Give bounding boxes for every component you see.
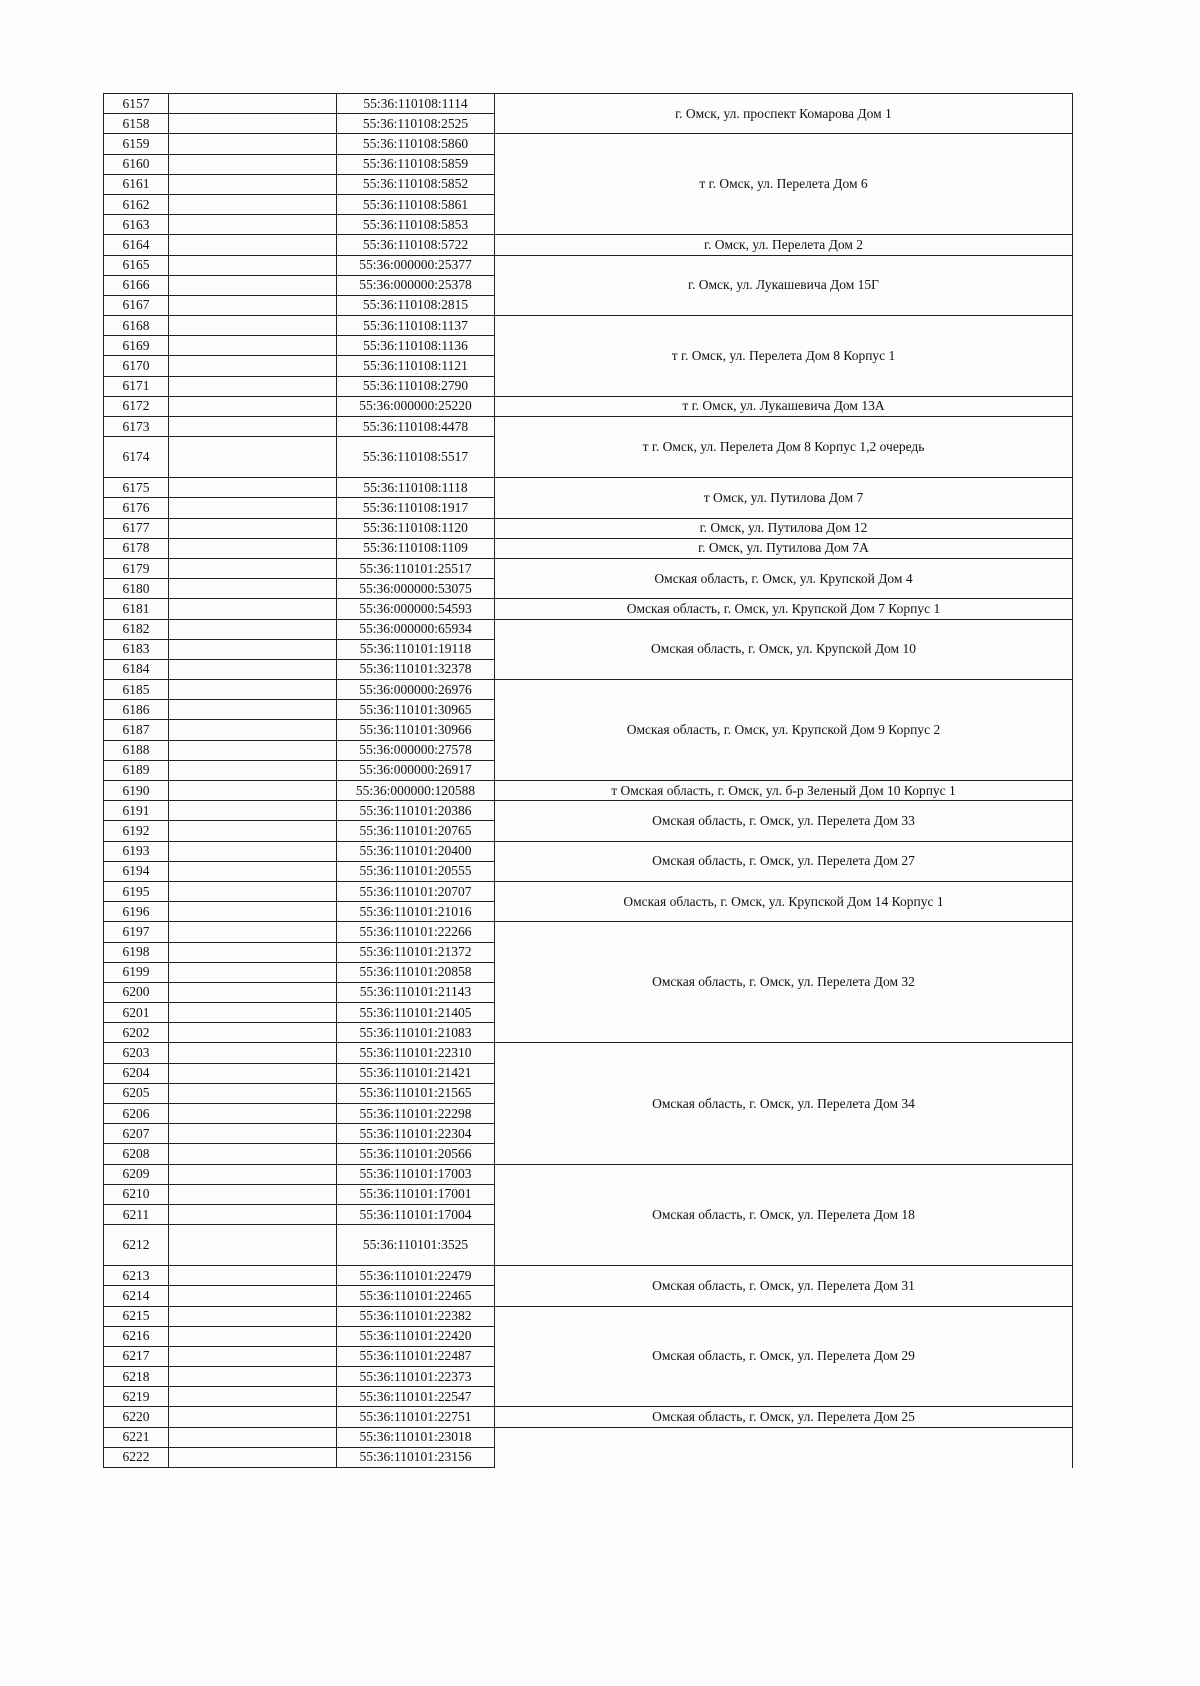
empty-cell: [169, 295, 337, 315]
table-row: [104, 1164, 1073, 1184]
row-number: 6173: [104, 417, 169, 437]
empty-cell: [169, 275, 337, 295]
empty-cell: [169, 1427, 337, 1447]
empty-cell: [169, 376, 337, 396]
cadastral-number: 55:36:110108:1917: [337, 498, 495, 518]
address-cell: Омская область, г. Омск, ул. Перелета Дом 18: [495, 1164, 1073, 1266]
cadastral-number: 55:36:000000:120588: [337, 781, 495, 801]
empty-cell: [169, 1124, 337, 1144]
empty-cell: [169, 1407, 337, 1427]
table-row: [104, 680, 1073, 700]
empty-cell: [169, 1184, 337, 1204]
empty-cell: [169, 1367, 337, 1387]
row-number: 6171: [104, 376, 169, 396]
cadastral-number: 55:36:110101:30966: [337, 720, 495, 740]
empty-cell: [169, 134, 337, 154]
empty-cell: [169, 1346, 337, 1366]
empty-cell: [169, 478, 337, 498]
row-number: 6213: [104, 1266, 169, 1286]
row-number: 6204: [104, 1063, 169, 1083]
table-row: [104, 396, 1073, 416]
cadastral-number: 55:36:000000:25220: [337, 396, 495, 416]
cadastral-number: 55:36:110101:32378: [337, 659, 495, 679]
address-cell: Омская область, г. Омск, ул. Крупской Дом 10: [495, 619, 1073, 680]
empty-cell: [169, 215, 337, 235]
cadastral-number: 55:36:110101:21421: [337, 1063, 495, 1083]
row-number: 6185: [104, 680, 169, 700]
row-number: 6183: [104, 639, 169, 659]
row-number: 6166: [104, 275, 169, 295]
row-number: 6211: [104, 1204, 169, 1224]
cadastral-number: 55:36:110108:1121: [337, 356, 495, 376]
cadastral-number: 55:36:110101:22266: [337, 922, 495, 942]
row-number: 6202: [104, 1023, 169, 1043]
row-number: 6170: [104, 356, 169, 376]
row-number: 6187: [104, 720, 169, 740]
row-number: 6179: [104, 558, 169, 578]
empty-cell: [169, 720, 337, 740]
empty-cell: [169, 1003, 337, 1023]
row-number: 6159: [104, 134, 169, 154]
table-row: [104, 801, 1073, 821]
row-number: 6190: [104, 781, 169, 801]
cadastral-number: 55:36:000000:53075: [337, 579, 495, 599]
table-row: [104, 94, 1073, 114]
cadastral-number: 55:36:110108:1109: [337, 538, 495, 558]
empty-cell: [169, 1164, 337, 1184]
table-row: [104, 255, 1073, 275]
row-number: 6175: [104, 478, 169, 498]
empty-cell: [169, 942, 337, 962]
cadastral-number: 55:36:110108:5861: [337, 194, 495, 214]
cadastral-number: 55:36:110108:1136: [337, 336, 495, 356]
row-number: 6208: [104, 1144, 169, 1164]
cadastral-number: 55:36:000000:25378: [337, 275, 495, 295]
cadastral-number: 55:36:000000:27578: [337, 740, 495, 760]
empty-cell: [169, 962, 337, 982]
row-number: 6160: [104, 154, 169, 174]
table-row: [104, 235, 1073, 255]
empty-cell: [169, 881, 337, 901]
empty-cell: [169, 194, 337, 214]
cadastral-number: 55:36:110101:20765: [337, 821, 495, 841]
row-number: 6218: [104, 1367, 169, 1387]
cadastral-number: 55:36:110101:20566: [337, 1144, 495, 1164]
empty-cell: [169, 1387, 337, 1407]
empty-cell: [169, 114, 337, 134]
address-cell: т г. Омск, ул. Лукашевича Дом 13А: [495, 396, 1073, 416]
address-cell: Омская область, г. Омск, ул. Перелета Дом 27: [495, 841, 1073, 881]
cadastral-number: 55:36:110101:30965: [337, 700, 495, 720]
empty-cell: [169, 235, 337, 255]
row-number: 6219: [104, 1387, 169, 1407]
empty-cell: [169, 538, 337, 558]
row-number: 6181: [104, 599, 169, 619]
table-row: [104, 558, 1073, 578]
empty-cell: [169, 1326, 337, 1346]
row-number: 6209: [104, 1164, 169, 1184]
empty-cell: [169, 1266, 337, 1286]
cadastral-register-table: [103, 93, 1073, 1468]
row-number: 6217: [104, 1346, 169, 1366]
empty-cell: [169, 760, 337, 780]
cadastral-number: 55:36:110101:22373: [337, 1367, 495, 1387]
row-number: 6206: [104, 1104, 169, 1124]
cadastral-number: 55:36:110101:20386: [337, 801, 495, 821]
address-cell: Омская область, г. Омск, ул. Крупской Дом 9 Корпус 2: [495, 680, 1073, 781]
empty-cell: [169, 1083, 337, 1103]
row-number: 6177: [104, 518, 169, 538]
cadastral-number: 55:36:110108:1118: [337, 478, 495, 498]
table-row: [104, 1306, 1073, 1326]
cadastral-number: 55:36:110108:5853: [337, 215, 495, 235]
row-number: 6205: [104, 1083, 169, 1103]
empty-cell: [169, 659, 337, 679]
cadastral-number: 55:36:110101:17004: [337, 1204, 495, 1224]
table-row: [104, 417, 1073, 437]
row-number: 6178: [104, 538, 169, 558]
address-cell: [495, 1427, 1073, 1467]
row-number: 6168: [104, 316, 169, 336]
row-number: 6201: [104, 1003, 169, 1023]
cadastral-number: 55:36:110101:21405: [337, 1003, 495, 1023]
cadastral-number: 55:36:110108:5860: [337, 134, 495, 154]
cadastral-number: 55:36:110108:5852: [337, 174, 495, 194]
cadastral-number: 55:36:110101:20707: [337, 881, 495, 901]
empty-cell: [169, 619, 337, 639]
cadastral-number: 55:36:110108:2815: [337, 295, 495, 315]
cadastral-number: 55:36:000000:26976: [337, 680, 495, 700]
row-number: 6196: [104, 902, 169, 922]
cadastral-number: 55:36:110101:21083: [337, 1023, 495, 1043]
row-number: 6220: [104, 1407, 169, 1427]
cadastral-number: 55:36:110101:22298: [337, 1104, 495, 1124]
empty-cell: [169, 396, 337, 416]
address-cell: т Омская область, г. Омск, ул. б-р Зеленый Дом 10 Корпус 1: [495, 781, 1073, 801]
table-row: [104, 922, 1073, 942]
cadastral-number: 55:36:110101:21565: [337, 1083, 495, 1103]
empty-cell: [169, 599, 337, 619]
table-row: [104, 538, 1073, 558]
empty-cell: [169, 336, 337, 356]
row-number: 6200: [104, 982, 169, 1002]
cadastral-number: 55:36:110101:20555: [337, 861, 495, 881]
cadastral-number: 55:36:110101:23156: [337, 1447, 495, 1467]
row-number: 6192: [104, 821, 169, 841]
address-cell: т г. Омск, ул. Перелета Дом 6: [495, 134, 1073, 235]
address-cell: Омская область, г. Омск, ул. Перелета Дом 31: [495, 1266, 1073, 1306]
cadastral-number: 55:36:110101:22382: [337, 1306, 495, 1326]
row-number: 6172: [104, 396, 169, 416]
row-number: 6169: [104, 336, 169, 356]
cadastral-number: 55:36:110101:17003: [337, 1164, 495, 1184]
empty-cell: [169, 1043, 337, 1063]
cadastral-number: 55:36:110101:20858: [337, 962, 495, 982]
empty-cell: [169, 316, 337, 336]
row-number: 6189: [104, 760, 169, 780]
address-cell: Омская область, г. Омск, ул. Перелета Дом 29: [495, 1306, 1073, 1407]
empty-cell: [169, 1225, 337, 1266]
table-row: [104, 316, 1073, 336]
row-number: 6203: [104, 1043, 169, 1063]
cadastral-number: 55:36:110108:1114: [337, 94, 495, 114]
row-number: 6184: [104, 659, 169, 679]
cadastral-number: 55:36:110108:5859: [337, 154, 495, 174]
cadastral-number: 55:36:110108:1137: [337, 316, 495, 336]
address-cell: т г. Омск, ул. Перелета Дом 8 Корпус 1,2 очередь: [495, 417, 1073, 478]
row-number: 6186: [104, 700, 169, 720]
empty-cell: [169, 579, 337, 599]
row-number: 6216: [104, 1326, 169, 1346]
row-number: 6164: [104, 235, 169, 255]
row-number: 6191: [104, 801, 169, 821]
register-body: [104, 94, 1073, 1468]
row-number: 6193: [104, 841, 169, 861]
row-number: 6161: [104, 174, 169, 194]
table-row: [104, 1266, 1073, 1286]
cadastral-number: 55:36:110101:19118: [337, 639, 495, 659]
address-cell: т г. Омск, ул. Перелета Дом 8 Корпус 1: [495, 316, 1073, 397]
row-number: 6221: [104, 1427, 169, 1447]
empty-cell: [169, 1204, 337, 1224]
empty-cell: [169, 821, 337, 841]
cadastral-number: 55:36:000000:54593: [337, 599, 495, 619]
address-cell: г. Омск, ул. Путилова Дом 12: [495, 518, 1073, 538]
cadastral-number: 55:36:000000:26917: [337, 760, 495, 780]
cadastral-number: 55:36:110101:22304: [337, 1124, 495, 1144]
table-row: [104, 1043, 1073, 1063]
cadastral-number: 55:36:110108:5517: [337, 437, 495, 478]
empty-cell: [169, 1447, 337, 1467]
empty-cell: [169, 154, 337, 174]
cadastral-number: 55:36:110108:2790: [337, 376, 495, 396]
empty-cell: [169, 1144, 337, 1164]
table-row: [104, 518, 1073, 538]
empty-cell: [169, 680, 337, 700]
address-cell: г. Омск, ул. Лукашевича Дом 15Г: [495, 255, 1073, 316]
cadastral-number: 55:36:110101:22465: [337, 1286, 495, 1306]
empty-cell: [169, 498, 337, 518]
row-number: 6207: [104, 1124, 169, 1144]
empty-cell: [169, 255, 337, 275]
row-number: 6214: [104, 1286, 169, 1306]
table-row: [104, 599, 1073, 619]
cadastral-number: 55:36:110108:5722: [337, 235, 495, 255]
cadastral-number: 55:36:110101:22310: [337, 1043, 495, 1063]
cadastral-number: 55:36:110101:22479: [337, 1266, 495, 1286]
cadastral-number: 55:36:110101:20400: [337, 841, 495, 861]
table-row: [104, 1407, 1073, 1427]
empty-cell: [169, 1063, 337, 1083]
empty-cell: [169, 982, 337, 1002]
cadastral-number: 55:36:000000:65934: [337, 619, 495, 639]
empty-cell: [169, 700, 337, 720]
address-cell: Омская область, г. Омск, ул. Перелета Дом 34: [495, 1043, 1073, 1164]
empty-cell: [169, 356, 337, 376]
address-cell: г. Омск, ул. Путилова Дом 7А: [495, 538, 1073, 558]
empty-cell: [169, 740, 337, 760]
table-row: [104, 478, 1073, 498]
row-number: 6167: [104, 295, 169, 315]
row-number: 6212: [104, 1225, 169, 1266]
address-cell: т Омск, ул. Путилова Дом 7: [495, 478, 1073, 518]
cadastral-number: 55:36:110101:21016: [337, 902, 495, 922]
row-number: 6157: [104, 94, 169, 114]
row-number: 6194: [104, 861, 169, 881]
row-number: 6198: [104, 942, 169, 962]
address-cell: Омская область, г. Омск, ул. Перелета Дом 33: [495, 801, 1073, 841]
empty-cell: [169, 417, 337, 437]
empty-cell: [169, 1023, 337, 1043]
empty-cell: [169, 94, 337, 114]
address-cell: Омская область, г. Омск, ул. Крупской Дом 4: [495, 558, 1073, 598]
empty-cell: [169, 437, 337, 478]
cadastral-number: 55:36:110101:22547: [337, 1387, 495, 1407]
table-row: [104, 841, 1073, 861]
row-number: 6158: [104, 114, 169, 134]
empty-cell: [169, 1306, 337, 1326]
cadastral-number: 55:36:110101:21372: [337, 942, 495, 962]
cadastral-number: 55:36:110101:22420: [337, 1326, 495, 1346]
row-number: 6199: [104, 962, 169, 982]
address-cell: г. Омск, ул. проспект Комарова Дом 1: [495, 94, 1073, 134]
cadastral-number: 55:36:000000:25377: [337, 255, 495, 275]
cadastral-number: 55:36:110101:22487: [337, 1346, 495, 1366]
cadastral-number: 55:36:110108:4478: [337, 417, 495, 437]
row-number: 6215: [104, 1306, 169, 1326]
row-number: 6174: [104, 437, 169, 478]
empty-cell: [169, 922, 337, 942]
row-number: 6165: [104, 255, 169, 275]
empty-cell: [169, 174, 337, 194]
row-number: 6210: [104, 1184, 169, 1204]
empty-cell: [169, 518, 337, 538]
cadastral-number: 55:36:110101:17001: [337, 1184, 495, 1204]
address-cell: Омская область, г. Омск, ул. Крупской Дом 7 Корпус 1: [495, 599, 1073, 619]
table-row: [104, 619, 1073, 639]
row-number: 6162: [104, 194, 169, 214]
empty-cell: [169, 801, 337, 821]
row-number: 6222: [104, 1447, 169, 1467]
empty-cell: [169, 558, 337, 578]
table-row: [104, 881, 1073, 901]
cadastral-number: 55:36:110108:2525: [337, 114, 495, 134]
row-number: 6182: [104, 619, 169, 639]
cadastral-number: 55:36:110101:22751: [337, 1407, 495, 1427]
empty-cell: [169, 639, 337, 659]
row-number: 6195: [104, 881, 169, 901]
table-row: [104, 134, 1073, 154]
empty-cell: [169, 861, 337, 881]
address-cell: Омская область, г. Омск, ул. Крупской Дом 14 Корпус 1: [495, 881, 1073, 921]
row-number: 6180: [104, 579, 169, 599]
row-number: 6163: [104, 215, 169, 235]
cadastral-number: 55:36:110101:3525: [337, 1225, 495, 1266]
table-row: [104, 781, 1073, 801]
address-cell: Омская область, г. Омск, ул. Перелета Дом 32: [495, 922, 1073, 1043]
cadastral-number: 55:36:110101:23018: [337, 1427, 495, 1447]
cadastral-number: 55:36:110101:21143: [337, 982, 495, 1002]
row-number: 6188: [104, 740, 169, 760]
empty-cell: [169, 841, 337, 861]
empty-cell: [169, 1104, 337, 1124]
cadastral-number: 55:36:110108:1120: [337, 518, 495, 538]
row-number: 6197: [104, 922, 169, 942]
empty-cell: [169, 781, 337, 801]
address-cell: Омская область, г. Омск, ул. Перелета Дом 25: [495, 1407, 1073, 1427]
row-number: 6176: [104, 498, 169, 518]
address-cell: г. Омск, ул. Перелета Дом 2: [495, 235, 1073, 255]
empty-cell: [169, 1286, 337, 1306]
empty-cell: [169, 902, 337, 922]
cadastral-number: 55:36:110101:25517: [337, 558, 495, 578]
table-row: [104, 1427, 1073, 1447]
